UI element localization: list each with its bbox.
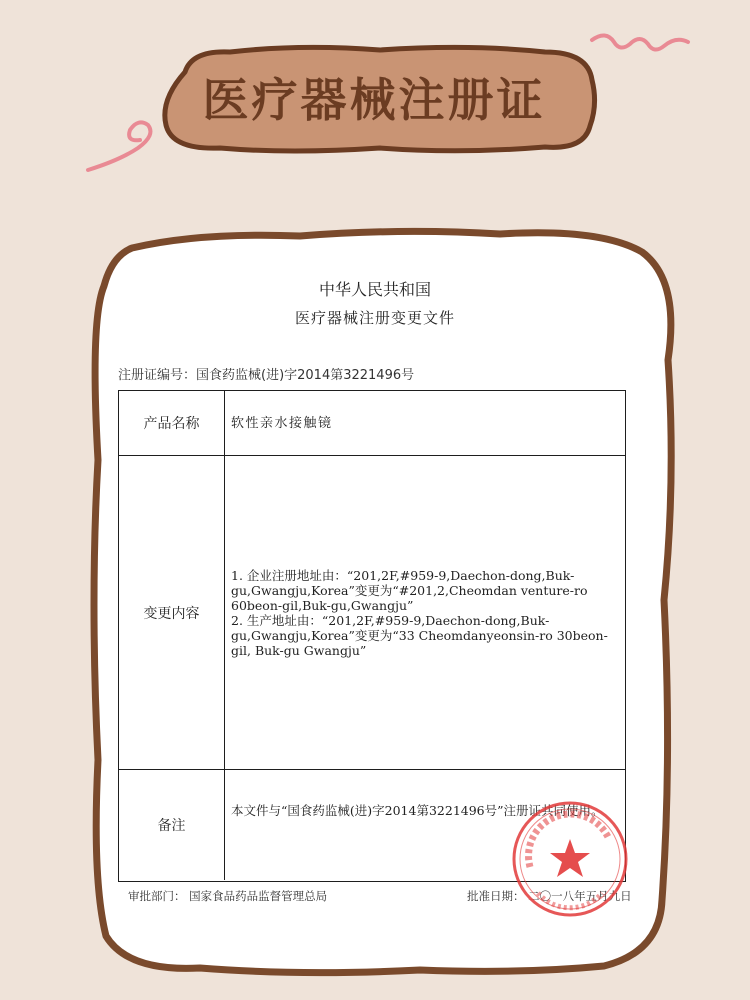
- document-country-title: 中华人民共和国: [318, 280, 431, 299]
- official-seal-stamp: [508, 797, 632, 921]
- remarks-value: 本文件与“国食药监械(进)字2014第3221496号”注册证共同使用。: [231, 803, 604, 818]
- table-row-product-name: [119, 391, 625, 456]
- swirl-left-decoration: [88, 122, 150, 170]
- approval-date: 批准日期： 二〇一八年五月九日: [467, 889, 632, 903]
- document-title: 医疗器械注册变更文件: [294, 309, 455, 327]
- registration-number: 注册证编号：国食药监械(进)字2014第3221496号: [118, 368, 415, 383]
- changes-label: 变更内容: [119, 456, 225, 769]
- change-item-2: 2. 生产地址由：“201,2F,#959-9,Daechon-dong,Buk-gu,Gwangju,Korea”变更为“33 Cheomdanyeonsin-ro 30beon-gil, Buk-gu Gwangju”: [231, 612, 608, 658]
- product-name-value: 软性亲水接触镜: [231, 415, 333, 431]
- change-item-1: 1. 企业注册地址由：“201,2F,#959-9,Daechon-dong,Buk-gu,Gwangju,Korea”变更为“#201,2,Cheomdan venture-ro 60beon-gil,Buk-gu,Gwangju”: [231, 567, 588, 613]
- changes-value: [225, 456, 625, 769]
- remarks-label: 备注: [119, 770, 225, 880]
- approval-department: 审批部门： 国家食品药品监督管理总局: [128, 889, 328, 903]
- swirl-right-decoration: [592, 35, 688, 49]
- banner-title: 医疗器械注册证: [202, 73, 546, 127]
- table-row-changes: [119, 456, 625, 770]
- product-name-label: 产品名称: [119, 391, 225, 455]
